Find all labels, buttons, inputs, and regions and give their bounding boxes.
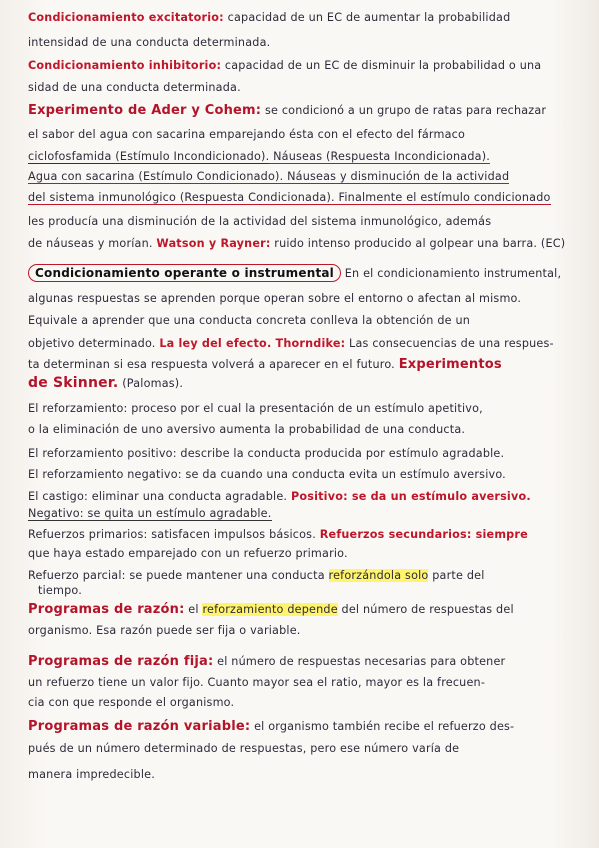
note-text: cia con que responde el organismo. xyxy=(28,696,235,709)
note-text: Refuerzo parcial: se puede mantener una conducta xyxy=(28,569,329,582)
note-text: un refuerzo tiene un valor fijo. Cuanto mayor sea el ratio, mayor es la frecuen- xyxy=(28,676,486,689)
note-text: parte del xyxy=(428,569,485,582)
note-line xyxy=(28,527,576,543)
note-text: El reforzamiento: proceso por el cual la presentación de un estímulo apetitivo, xyxy=(28,402,483,415)
note-text: El reforzamiento positivo: describe la conducta producida por estímulo agradable. xyxy=(28,447,505,460)
note-text: manera impredecible. xyxy=(28,768,155,781)
note-line xyxy=(28,446,576,462)
note-line xyxy=(28,291,576,307)
note-line xyxy=(28,422,576,438)
note-text: el organismo también recibe el refuerzo des- xyxy=(250,720,515,733)
note-text: (Palomas). xyxy=(118,377,184,390)
section-pill: Condicionamiento operante o instrumental xyxy=(28,264,341,282)
note-line xyxy=(28,506,576,522)
note-text: pués de un número determinado de respuestas, pero ese número varía de xyxy=(28,742,460,755)
note-line xyxy=(28,336,576,352)
note-text: organismo. Esa razón puede ser fija o variable. xyxy=(28,624,301,637)
term-heading: de Skinner. xyxy=(28,375,119,391)
note-text: En el condicionamiento instrumental, xyxy=(341,267,562,280)
note-line xyxy=(28,313,576,329)
note-line xyxy=(28,401,576,417)
note-text: objetivo determinado. xyxy=(28,337,160,350)
note-line xyxy=(28,149,576,165)
note-text: intensidad de una conducta determinada. xyxy=(28,36,271,49)
term-heading: Positivo: se da un estímulo aversivo. xyxy=(290,490,531,503)
term-heading: Condicionamiento inhibitorio: xyxy=(28,59,222,72)
note-text: el xyxy=(184,603,203,616)
note-text: ciclofosfamida (Estímulo Incondicionado). xyxy=(28,150,270,163)
note-line xyxy=(28,695,576,711)
note-text: el número de respuestas necesarias para obtener xyxy=(213,655,506,668)
note-line xyxy=(28,546,576,562)
note-text: sidad de una conducta determinada. xyxy=(28,81,241,94)
note-line xyxy=(28,35,576,51)
note-text: Náuseas y disminución de la actividad xyxy=(283,170,510,183)
note-line xyxy=(28,236,576,252)
note-text: capacidad de un EC de aumentar la probabilidad xyxy=(223,11,511,24)
note-text: Refuerzos primarios: satisfacen impulsos básicos. xyxy=(28,528,320,541)
note-line xyxy=(28,583,576,599)
note-line xyxy=(28,10,576,26)
note-text: se condicionó a un grupo de ratas para rechazar xyxy=(261,104,547,117)
note-line xyxy=(28,103,576,119)
note-text: tiempo. xyxy=(38,584,82,597)
note-text: les producía una disminución de la actividad del sistema inmunológico, además xyxy=(28,215,492,228)
note-text: Agua con sacarina (Estímulo Condicionado). xyxy=(28,170,284,183)
note-text: o la eliminación de uno aversivo aumenta la probabilidad de una conducta. xyxy=(28,423,466,436)
note-line xyxy=(28,127,576,143)
note-line xyxy=(28,264,576,282)
term-heading: La ley del efecto. Thorndike: xyxy=(159,337,346,350)
section-heading: Programas de razón variable: xyxy=(28,719,251,734)
section-heading: Programas de razón fija: xyxy=(28,654,214,669)
note-line xyxy=(28,602,576,618)
note-line xyxy=(28,654,576,670)
note-line xyxy=(28,623,576,639)
note-text: de náuseas y morían. xyxy=(28,237,157,250)
note-text: Negativo: se quita un estímulo agradable. xyxy=(28,507,272,520)
note-line xyxy=(28,214,576,230)
note-line xyxy=(28,467,576,483)
section-heading: Experimento de Ader y Cohem: xyxy=(28,103,262,118)
highlighted-text: reforzándola solo xyxy=(328,569,429,582)
term-heading: Refuerzos secundarios: siempre xyxy=(319,528,528,541)
note-text: del sistema inmunológico (Respuesta Condicionada). xyxy=(28,191,335,204)
note-text: capacidad de un EC de disminuir la probabilidad o una xyxy=(221,59,542,72)
term-heading: Condicionamiento excitatorio: xyxy=(28,11,224,24)
note-text: el sabor del agua con sacarina emparejando ésta con el efecto del fármaco xyxy=(28,128,466,141)
note-line xyxy=(28,58,576,74)
term-heading: Watson y Rayner: xyxy=(156,237,271,250)
note-line xyxy=(28,375,576,392)
note-line xyxy=(28,357,576,373)
note-text: Náuseas (Respuesta Incondicionada). xyxy=(269,150,491,163)
section-heading: Programas de razón: xyxy=(28,602,185,617)
note-line xyxy=(28,719,576,735)
note-line xyxy=(28,767,576,783)
note-text: El reforzamiento negativo: se da cuando una conducta evita un estímulo aversivo. xyxy=(28,468,506,481)
note-line xyxy=(28,568,576,584)
note-text: Finalmente el estímulo condicionado xyxy=(334,191,551,204)
note-text: ta determinan si esa respuesta volverá a aparecer en el futuro. xyxy=(28,358,399,371)
note-line xyxy=(28,80,576,96)
note-text: que haya estado emparejado con un refuerzo primario. xyxy=(28,547,348,560)
note-line xyxy=(28,190,576,206)
note-line xyxy=(28,675,576,691)
note-line xyxy=(28,169,576,185)
note-text: del número de respuestas del xyxy=(337,603,514,616)
term-heading: Experimentos xyxy=(398,357,502,372)
note-text: algunas respuestas se aprenden porque operan sobre el entorno o afectan al mismo. xyxy=(28,292,522,305)
note-text: Las consecuencias de una respues- xyxy=(345,337,554,350)
note-text: El castigo: eliminar una conducta agradable. xyxy=(28,490,291,503)
note-text: Equivale a aprender que una conducta concreta conlleva la obtención de un xyxy=(28,314,471,327)
note-text: ruido intenso producido al golpear una barra. (EC) xyxy=(270,237,566,250)
note-line xyxy=(28,741,576,757)
note-line xyxy=(28,489,576,505)
highlighted-text: reforzamiento depende xyxy=(202,603,338,616)
